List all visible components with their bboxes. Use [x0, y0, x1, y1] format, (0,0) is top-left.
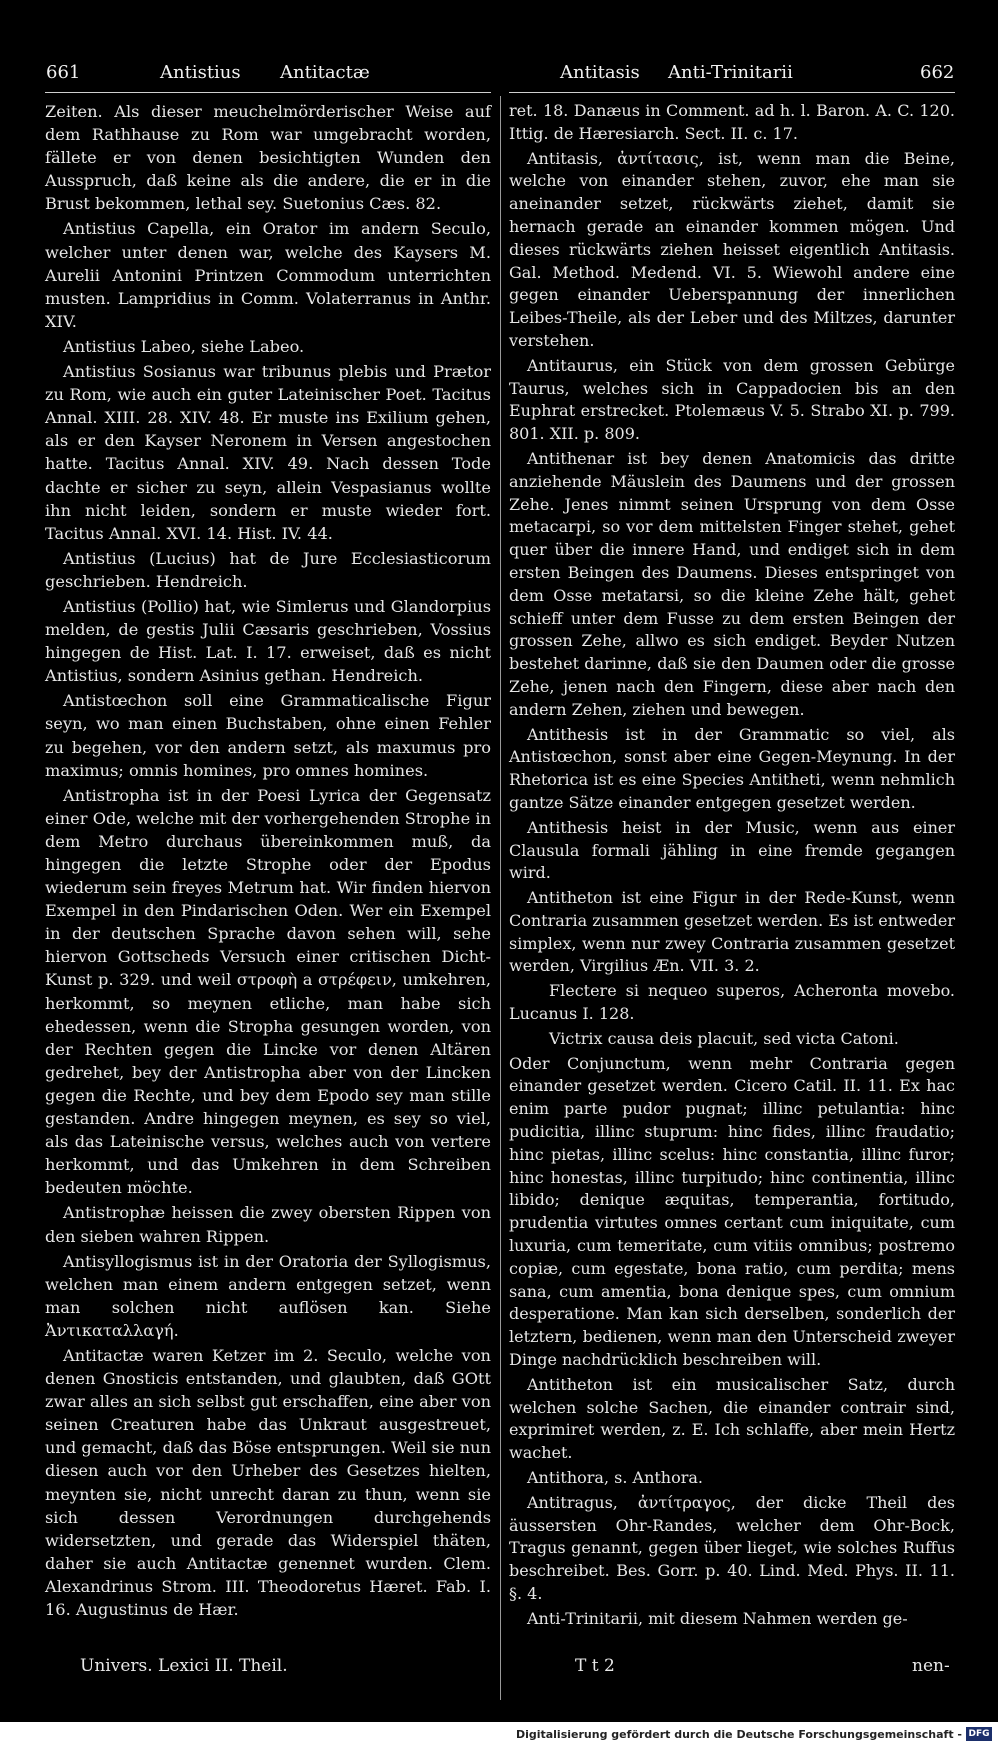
- verse-line: Flectere si nequeo superos, Acheronta movebo. Lucanus I. 128.: [509, 981, 955, 1024]
- funding-note: Digitalisierung gefördert durch die Deutsche Forschungsgemeinschaft -: [515, 1728, 962, 1741]
- entry-paragraph: Antistœchon soll eine Grammaticalische Figur seyn, wo man einen Buchstaben, ohne einen Fehler zu begehen, vor den andern setzt, als maxumus pro maximus; omnis homines, pro omnes homines.: [45, 691, 491, 780]
- header-word-right-2: Anti-Trinitarii: [668, 62, 793, 83]
- entry-paragraph: Antistius (Lucius) hat de Jure Ecclesiasticorum geschrieben. Hendreich.: [45, 548, 491, 591]
- left-column: [45, 100, 491, 1623]
- entry-paragraph: Antisyllogismus ist in der Oratoria der Syllogismus, welchen man einem andern entgegen setzet, wenn man solchen nicht auflösen kan. Siehe Ἀντικαταλλαγή.: [45, 1251, 491, 1340]
- entry-paragraph: Oder Conjunctum, wenn mehr Contraria gegen einander gesetzet werden. Cicero Catil. II. 11. Ex hac enim parte pudor pugnat; illinc petulantia: hinc pudicitia, illinc stuprum: hinc fides, illinc fraudatio; hinc pietas, illinc scelus: hinc constantia, illinc furor; hinc honestas, illinc turpitudo; hinc continentia, illinc libido; denique æquitas, temperantia, fortitudo, prudentia virtutes omnes certant cum iniquitate, cum luxuria, cum temeritate, cum vitiis omnibus; postremo copiæ, cum egestate, bona ratio, cum perdita; mens sana, cum amentia, bona denique spes, cum omnium desperatione. Man kan sich derselben, sonderlich der letztern, bedienen, wenn man den Unterscheid zweyer Dinge nachdrücklich beschreiben will.: [509, 1053, 955, 1370]
- entry-paragraph: Zeiten. Als dieser meuchelmörderischer Weise auf dem Rathhause zu Rom war umgebracht worden, fällete er von denen besichtigten Wunden den Ausspruch, daß keine als die andere, die er in die Brust bekommen, lethal sey. Suetonius Cæs. 82.: [45, 102, 491, 214]
- entry-paragraph: Antithora, s. Anthora.: [527, 1468, 704, 1488]
- entry-paragraph: Antistius Sosianus war tribunus plebis und Prætor zu Rom, wie auch ein guter Lateinischer Poet. Tacitus Annal. XIII. 28. XIV. 48. Er muste ins Exilium gehen, als er den Kayser Neronem in Versen angestochen hatte. Tacitus Annal. XIV. 49. Nach dessen Tode dachte er sicher zu seyn, allein Vespasianus wollte ihn nicht leiden, sondern er muste wieder fort. Tacitus Annal. XVI. 14. Hist. IV. 44.: [45, 362, 491, 543]
- entry-paragraph: Antitaurus, ein Stück von dem grossen Gebürge Taurus, welches sich in Cappadocien bis an den Euphrat erstrecket. Ptolemæus V. 5. Strabo XI. p. 799. 801. XII. p. 809.: [509, 355, 955, 444]
- entry-paragraph: Antithenar ist bey denen Anatomicis das dritte anziehende Mäuslein des Daumens und der grossen Zehe. Jenes nimmt seinen Ursprung von dem Osse metacarpi, so vor dem mittelsten Finger stehet, gehet quer über die innere Hand, und endiget sich in dem ersten Beingen des Daumens. Dieses entspringet von dem Osse metatarsi, so die kleine Zehe hält, gehet schieff unter dem Fusse zu dem ersten Beingen der grossen Zehe, allwo es sich endiget. Beyder Nutzen bestehet darinne, daß sie den Daumen oder die grosse Zehe, jenen nach den Fingern, diese aber nach den andern Zehen, ziehen und bewegen.: [509, 448, 955, 719]
- digitization-footer: [0, 1722, 1000, 1748]
- entry-paragraph: Antitasis, ἀντίτασις, ist, wenn man die Beine, welche von einander stehen, zuvor, ehe man sie aneinander setzet, rückwärts ziehet, damit sie hernach gerade an einander kommen mögen. Und dieses rückwärts ziehen heisset eigentlich Antitasis. Gal. Method. Medend. VI. 5. Wiewohl andere eine gegen einander Ueberspannung der innerlichen Leibes-Theile, als der Leber und des Miltzes, darunter verstehen.: [509, 148, 955, 350]
- dfg-logo-icon: DFG: [966, 1727, 992, 1741]
- header-word-left-2: Antitactæ: [280, 62, 370, 83]
- sheet-mark: T t 2: [575, 1656, 615, 1676]
- volume-signature: Univers. Lexici II. Theil.: [80, 1656, 288, 1676]
- entry-paragraph: Antitheton ist ein musicalischer Satz, durch welchen solche Sachen, die einander contrair sind, exprimiret werden, z. E. Ich schlaffe, aber mein Hertz wachet.: [509, 1374, 955, 1463]
- header-rule-right: [509, 92, 955, 93]
- header-word-right-1: Antitasis: [560, 62, 640, 83]
- entry-paragraph: ret. 18. Danæus in Comment. ad h. l. Baron. A. C. 120. Ittig. de Hæresiarch. Sect. II. c. 17.: [509, 101, 955, 143]
- header-word-left-1: Antistius: [160, 62, 241, 83]
- entry-paragraph: Antithesis heist in der Music, wenn aus einer Clausula formali jähling in eine fremde gegangen wird.: [509, 817, 955, 883]
- right-column: [509, 100, 955, 1633]
- entry-paragraph: Antithesis ist in der Grammatic so viel, als Antistœchon, sonst aber eine Gegen-Meynung. In der Rhetorica ist es eine Species Antitheti, wenn nehmlich gantze Sätze einander entgegen gesetzet werden.: [509, 724, 955, 812]
- entry-paragraph: Antistrophæ heissen die zwey obersten Rippen von den sieben wahren Rippen.: [45, 1203, 491, 1246]
- entry-paragraph: Antistius Labeo, siehe Labeo.: [63, 336, 305, 356]
- header-rule-left: [45, 92, 491, 93]
- entry-paragraph: Antitheton ist eine Figur in der Rede-Kunst, wenn Contraria zusammen gesetzet werden. Es ist entweder simplex, wenn nur zwey Contraria zusammen gesetzet werden, Virgilius Æn. VII. 3. 2.: [509, 888, 955, 976]
- verse-line: Victrix causa deis placuit, sed victa Catoni.: [549, 1028, 899, 1048]
- entry-paragraph: Antistius (Pollio) hat, wie Simlerus und Glandorpius melden, de gestis Julii Cæsaris geschrieben, Vossius hingegen de Hist. Lat. I. 17. erweiset, daß es nicht Antistius, sondern Asinius gethan. Hendreich.: [45, 596, 491, 686]
- entry-paragraph: Antistropha ist in der Poesi Lyrica der Gegensatz einer Ode, welche mit der vorhergehenden Strophe in dem Metro durchaus übereinkommen muß, da hingegen die letzte Strophe oder der Epodus wiederum sein freyes Metrum hat. Wir finden hiervon Exempel in den Pindarischen Oden. Wer ein Exempel in der deutschen Sprache davon sehen will, sehe hiervon Gottscheds Versuch einer critischen Dicht-Kunst p. 329. und weil στροφὴ a στρέφειν, umkehren, herkommt, so meynen etliche, man habe sich ehedessen, wenn die Stropha gesungen worden, von der Rechten gegen die Lincke vor denen Altären gedrehet, bey der Antistropha aber von der Lincken gegen die Rechte, und bey dem Epodo sey man stille gestanden. Andre hingegen meynen, es sey so viel, als das Lateinische versus, welches auch von vertere herkommt, und das Umkehren in dem Schreiben bedeuten möchte.: [45, 785, 491, 1198]
- column-divider: [500, 96, 501, 1700]
- entry-paragraph: Antitactæ waren Ketzer im 2. Seculo, welche von denen Gnosticis entstanden, und glaubten, daß GOtt zwar alles an sich selbst gut erschaffen, eine aber von seinen Creaturen habe das Unkraut ausgestreuet, und gemacht, daß das Böse entsprungen. Weil sie nun diesen auch vor den Urheber des Gesetzes hielten, meynten sie, nicht unrecht daran zu thun, wenn sie sich dessen Verordnungen durchgehends widersetzten, und gerade das Widerspiel thäten, daher sie auch Antitactæ genennet wurden. Clem. Alexandrinus Strom. III. Theodoretus Hæret. Fab. I. 16. Augustinus de Hær.: [45, 1345, 492, 1619]
- page-number-right: 662: [920, 62, 955, 83]
- page-number-left: 661: [46, 62, 81, 83]
- entry-paragraph: Antistius Capella, ein Orator im andern Seculo, welcher unter denen war, welche des Kaysers M. Aurelii Antonini Printzen Commodum unterrichten musten. Lampridius in Comm. Volaterranus in Anthr. XIV.: [45, 219, 491, 331]
- entry-paragraph: Antitragus, ἀντίτραγος, der dicke Theil des äussersten Ohr-Randes, welcher dem Ohr-Bock, Tragus genannt, gegen über lieget, wie solches Ruffus beschreibet. Bes. Gorr. p. 40. Lind. Med. Phys. II. 11. §. 4.: [509, 1492, 955, 1603]
- entry-paragraph: Anti-Trinitarii, mit diesem Nahmen werden ge-: [527, 1608, 908, 1628]
- catchword: nen-: [912, 1656, 950, 1676]
